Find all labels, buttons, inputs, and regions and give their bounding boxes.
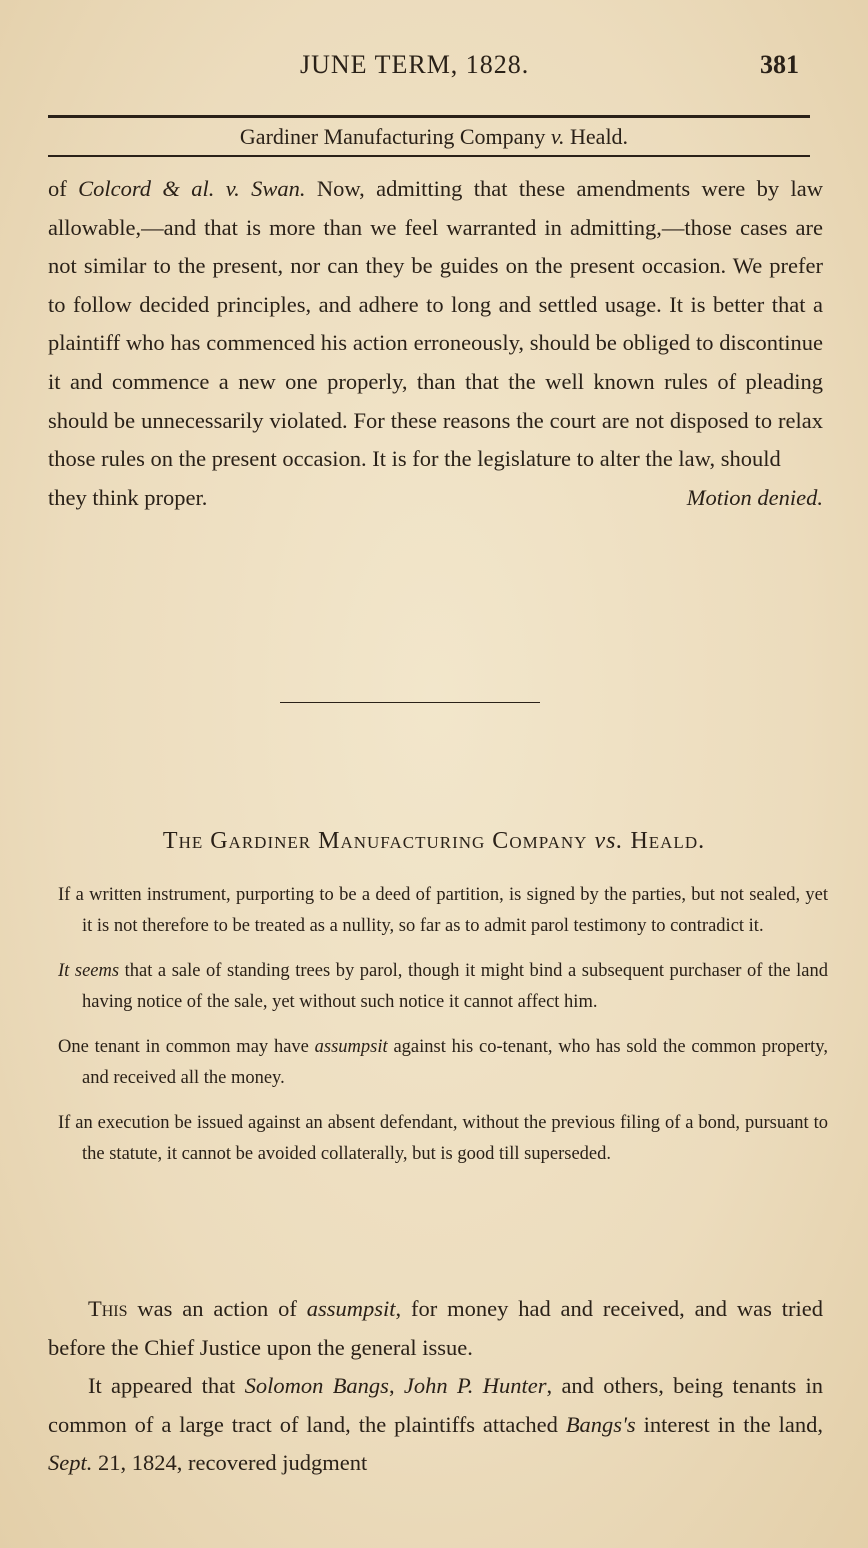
headnote (58, 956, 828, 1018)
headnote (58, 1032, 828, 1094)
text-run: that a sale of standing trees by parol, though it might bind a subsequent purchaser of the land having notice of the sale, yet without such notice it cannot affect him. (82, 961, 828, 1012)
party-name: Bangs's (565, 1411, 636, 1437)
closing-text: they think proper. (48, 484, 208, 510)
case-title-versus: vs. (594, 828, 624, 854)
case-title-rule (48, 155, 810, 157)
section-divider (280, 702, 540, 703)
motion-denied: Motion denied. (686, 484, 823, 510)
case-citation: Colcord & al. v. Swan. (78, 176, 306, 201)
headnotes (58, 880, 828, 1184)
headnote: If an execution be issued against an absent defendant, without the previous filing of a bond, pursuant to the statute, it cannot be avoided collaterally, but is good till superseded. (58, 1113, 828, 1164)
case-title-plaintiff: The Gardiner Manufacturing Company (162, 828, 588, 854)
closing-line (48, 479, 823, 518)
case-title (0, 828, 868, 855)
text-run: It appeared that (88, 1373, 245, 1399)
opinion-paragraph (48, 1367, 823, 1483)
text-run: Now, admitting that these amendments were by law allowable,—and that is more than we feel warranted in admitting,—those cases are not similar to the present, nor can they be guides on the present occasion. We prefer to follow decided principles, and adhere to long and settled usage. It is better that a plaintiff who has commenced his action erroneously, should be obliged to discontinue it and commence a new one properly, than that the well known rules of pleading should be unnecessarily violated. For these reasons the court are not disposed to relax those rules on the present occasion. It is for the legislature to alter the law, should (48, 176, 823, 472)
case-title-defendant: Heald. (630, 828, 706, 854)
text-run: One tenant in common may have (58, 1037, 315, 1057)
running-head: JUNE TERM, 1828. (300, 50, 530, 79)
page-number: 381 (760, 50, 799, 79)
text-run: assumpsit (314, 1037, 388, 1057)
party-name: Solomon Bangs (244, 1373, 389, 1399)
party-name: John P. Hunter (403, 1373, 547, 1399)
text-run: , and others, being tenants in common of a large tract of land, the plaintiffs attached (48, 1373, 824, 1437)
case-running-title (0, 124, 868, 150)
case-party-plaintiff: Gardiner Manufacturing Company (239, 124, 546, 149)
text-run: assumpsit (306, 1296, 396, 1321)
case-party-defendant: Heald. (570, 124, 629, 149)
date-month: Sept. (48, 1450, 93, 1476)
text-run: This (88, 1296, 128, 1321)
text-run: It seems (58, 961, 120, 981)
opinion-text (48, 1290, 823, 1483)
previous-case-paragraph (48, 170, 823, 479)
text-run: of (48, 176, 79, 201)
text-run: 21, 1824, recovered judgment (92, 1450, 368, 1476)
text-run: interest in the land, (635, 1411, 823, 1437)
text-run: against his co-tenant, who has sold the common property, and received all the money. (82, 1037, 828, 1088)
headnote: If a written instrument, purporting to be a deed of partition, is signed by the parties, but not sealed, yet it is not therefore to be treated as a nullity, so far as to admit parol testimony to contradict it. (58, 885, 828, 936)
text-run: was an action of (127, 1296, 307, 1321)
opinion-paragraph (48, 1290, 823, 1367)
case-versus: v. (550, 124, 565, 149)
previous-case-text (48, 170, 823, 517)
text-run: , for money had and received, and was tried before the Chief Justice upon the general issue. (48, 1296, 823, 1360)
header-rule (48, 115, 810, 118)
text-run: , (388, 1373, 404, 1399)
